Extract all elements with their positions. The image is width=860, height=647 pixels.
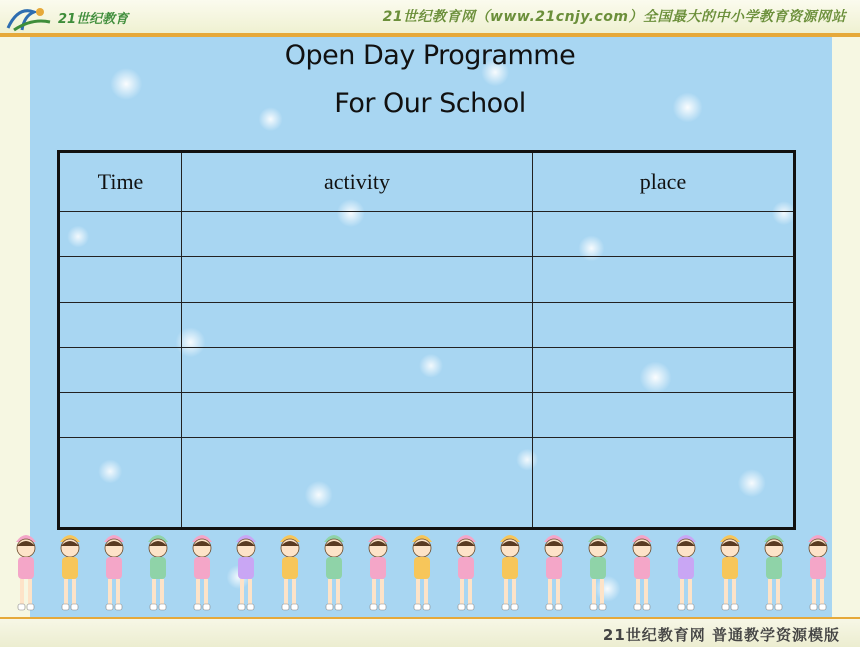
header-bar <box>0 0 860 36</box>
cartoon-kid-icon <box>588 535 608 610</box>
table-row <box>59 438 795 529</box>
footer-bar <box>0 617 860 647</box>
table-cell <box>59 302 182 347</box>
table-cell <box>182 393 533 438</box>
slide-title: Open Day Programme <box>284 40 576 71</box>
table-cell <box>533 393 795 438</box>
cartoon-kid-icon <box>104 535 124 610</box>
cartoon-kid-icon <box>544 535 564 610</box>
cartoon-kid-icon <box>236 535 256 610</box>
table-cell <box>533 438 795 529</box>
cartoon-kid-icon <box>676 535 696 610</box>
table-row <box>59 393 795 438</box>
cartoon-kid-icon <box>368 535 388 610</box>
table-cell <box>182 212 533 257</box>
cartoon-kid-icon <box>16 535 36 610</box>
table-cell <box>59 347 182 392</box>
cartoon-kid-icon <box>280 535 300 610</box>
table-row <box>59 212 795 257</box>
table-cell <box>59 438 182 529</box>
cartoon-kid-icon <box>808 535 828 610</box>
logo-text: 21世纪教育 <box>58 12 129 27</box>
table-cell <box>533 257 795 302</box>
table-cell <box>182 257 533 302</box>
footer-text: 21世纪教育网 普通教学资源模版 <box>602 626 840 644</box>
table-cell <box>533 212 795 257</box>
cartoon-kid-icon <box>764 535 784 610</box>
header-place: place <box>533 152 795 212</box>
cartoon-kid-icon <box>412 535 432 610</box>
cartoon-kid-icon <box>632 535 652 610</box>
table-cell <box>59 257 182 302</box>
cartoon-kid-icon <box>60 535 80 610</box>
cartoon-kid-icon <box>500 535 520 610</box>
table-cell <box>182 438 533 529</box>
table-cell <box>533 302 795 347</box>
header-slogan: 21世纪教育网（www.21cnjy.com）全国最大的中小学教育资源网站 <box>382 9 846 25</box>
cartoon-kid-icon <box>456 535 476 610</box>
cartoon-kid-icon <box>148 535 168 610</box>
table-row <box>59 347 795 392</box>
table-cell <box>533 347 795 392</box>
table-header-row <box>59 152 795 212</box>
cartoon-kid-icon <box>324 535 344 610</box>
table-cell <box>59 393 182 438</box>
table-cell <box>182 302 533 347</box>
slide-subtitle: For Our School <box>334 88 526 119</box>
header-activity: activity <box>182 152 533 212</box>
table-row <box>59 257 795 302</box>
cartoon-kid-icon <box>720 535 740 610</box>
header-time: Time <box>59 152 182 212</box>
table-cell <box>59 212 182 257</box>
cartoon-kids-icon <box>14 528 850 620</box>
table-row <box>59 302 795 347</box>
table-cell <box>182 347 533 392</box>
cartoon-kid-icon <box>192 535 212 610</box>
programme-table <box>57 150 796 530</box>
